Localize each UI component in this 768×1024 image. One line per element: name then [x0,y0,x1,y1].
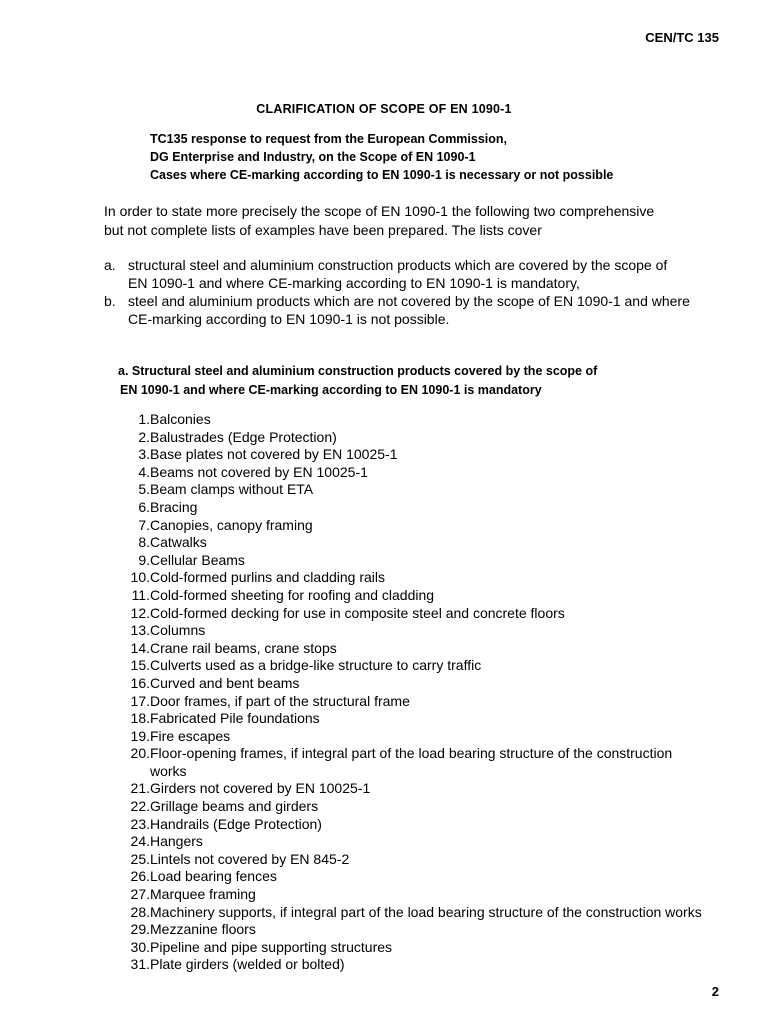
list-item-text: Curved and bent beams [150,674,300,691]
section-heading-line: EN 1090-1 and where CE-marking according to EN 1090-1 is mandatory [120,382,542,397]
list-item [122,921,742,939]
list-item-number: 6. [138,498,150,515]
list-item-text: Cold-formed decking for use in composite steel and concrete floors [150,604,565,621]
list-item-text: Cold-formed sheeting for roofing and cladding [150,586,435,603]
list-item-number: 11. [131,586,150,603]
list-item-text: Lintels not covered by EN 845-2 [150,850,350,867]
list-item [122,780,742,798]
list-item-number: 26. [130,868,150,885]
list-item-text: Beam clamps without ETA [150,481,314,498]
list-item [122,851,742,869]
list-item-text: Mezzanine floors [150,921,256,938]
list-item-number: 10. [130,569,150,586]
list-item-text: Fabricated Pile foundations [150,710,320,727]
list-item [122,833,742,851]
list-item [122,622,742,640]
list-item-text: Base plates not covered by EN 10025-1 [150,446,398,463]
list-item [122,429,742,447]
list-item-text: Columns [150,622,206,639]
document-title: CLARIFICATION OF SCOPE OF EN 1090-1 [256,102,512,116]
list-item [122,657,742,675]
list-item-number: 2. [138,428,150,445]
list-item-text: Machinery supports, if integral part of the load bearing structure of the construction works [150,903,702,920]
list-item [122,640,742,658]
list-item-number: 28. [130,903,150,920]
list-item-number: 7. [138,516,150,533]
list-item [122,517,742,535]
section-heading-line: a. Structural steel and aluminium construction products covered by the scope of [118,364,598,378]
list-item-text: Crane rail beams, crane stops [150,639,337,656]
subtitle-line: Cases where CE-marking according to EN 1090-1 is necessary or not possible [150,168,614,182]
list-item [122,411,742,429]
list-item [122,728,742,746]
list-item-number: 29. [130,921,150,938]
list-item [122,798,742,816]
section-a-heading [118,362,698,399]
list-item-text: Marquee framing [150,886,256,903]
list-item-number: 25. [130,850,150,867]
subtitle-block [150,130,613,184]
list-item [122,939,742,957]
list-item-text: Fire escapes [150,727,231,744]
intro-line: but not complete lists of examples have been prepared. The lists cover [104,221,542,238]
list-item-number: 8. [138,534,150,551]
list-item-text: Door frames, if part of the structural frame [150,692,410,709]
list-item-number: 1. [138,411,150,427]
list-item-number: 21. [130,780,150,797]
list-item [122,499,742,517]
list-item [122,587,742,605]
list-item-number: 14. [130,639,150,656]
list-item-text: Girders not covered by EN 10025-1 [150,780,371,797]
committee-code: CEN/TC 135 [645,30,719,45]
scope-line: EN 1090-1 and where CE-marking according to EN 1090-1 is mandatory, [128,275,580,291]
list-item-text: Plate girders (welded or bolted) [150,956,345,973]
list-item-text-continued: works [150,762,187,779]
list-item [122,868,742,886]
intro-line: In order to state more precisely the scope of EN 1090-1 the following two comprehensive [104,203,655,219]
page-number: 2 [711,984,719,999]
list-item-number: 22. [130,798,150,815]
list-item [122,675,742,693]
list-item-text: Load bearing fences [150,868,277,885]
list-item-text: Balustrades (Edge Protection) [150,428,337,445]
list-item [122,693,742,711]
scope-item-a [104,256,724,292]
list-item-number: 31. [130,956,150,973]
list-item-text: Canopies, canopy framing [150,516,313,533]
scope-list [104,256,724,328]
list-item-number: 4. [138,463,150,480]
list-item [122,552,742,570]
list-item [122,464,742,482]
scope-marker: a. [104,257,116,273]
list-item-number: 16. [130,674,150,691]
scope-item-b [104,292,724,328]
list-item-text: Catwalks [150,534,207,551]
list-item [122,816,742,834]
list-item [122,605,742,623]
list-item-number: 19. [130,727,150,744]
list-item-number: 13. [130,622,150,639]
intro-paragraph [104,202,704,239]
list-item-text: Balconies [150,411,211,427]
list-item-text: Handrails (Edge Protection) [150,815,322,832]
product-list [122,411,742,974]
list-item-number: 27. [130,886,150,903]
scope-line: steel and aluminium products which are not covered by the scope of EN 1090-1 and where [128,293,690,309]
list-item [122,710,742,728]
list-item-text: Cold-formed purlins and cladding rails [150,569,386,586]
list-item-text: Floor-opening frames, if integral part of the load bearing structure of the construction [150,745,673,762]
list-item [122,534,742,552]
list-item [122,904,742,922]
list-item-text: Pipeline and pipe supporting structures [150,938,393,955]
list-item-number: 20. [130,745,150,762]
list-item-number: 17. [130,692,150,709]
list-item-number: 3. [138,446,150,463]
list-item-number: 30. [130,938,150,955]
list-item-text: Cellular Beams [150,551,245,568]
list-item [122,745,742,780]
list-item-text: Beams not covered by EN 10025-1 [150,463,368,480]
subtitle-line: TC135 response to request from the European Commission, [150,132,508,146]
list-item-text: Grillage beams and girders [150,798,319,815]
list-item-text: Hangers [150,833,203,850]
list-item [122,446,742,464]
list-item-text: Bracing [150,498,198,515]
scope-marker: b. [104,293,116,309]
list-item-text: Culverts used as a bridge-like structure to carry traffic [150,657,482,674]
subtitle-line: DG Enterprise and Industry, on the Scope of EN 1090-1 [150,150,476,164]
scope-line: CE-marking according to EN 1090-1 is not possible. [128,311,450,327]
list-item-number: 23. [130,815,150,832]
list-item [122,956,742,974]
list-item-number: 5. [138,481,150,498]
list-item-number: 15. [130,657,150,674]
list-item [122,481,742,499]
list-item-number: 24. [130,833,150,850]
list-item-number: 12. [130,604,150,621]
list-item-number: 9. [138,551,150,568]
list-item [122,886,742,904]
scope-line: structural steel and aluminium construction products which are covered by the scope of [128,257,668,273]
list-item [122,569,742,587]
list-item-number: 18. [130,710,150,727]
